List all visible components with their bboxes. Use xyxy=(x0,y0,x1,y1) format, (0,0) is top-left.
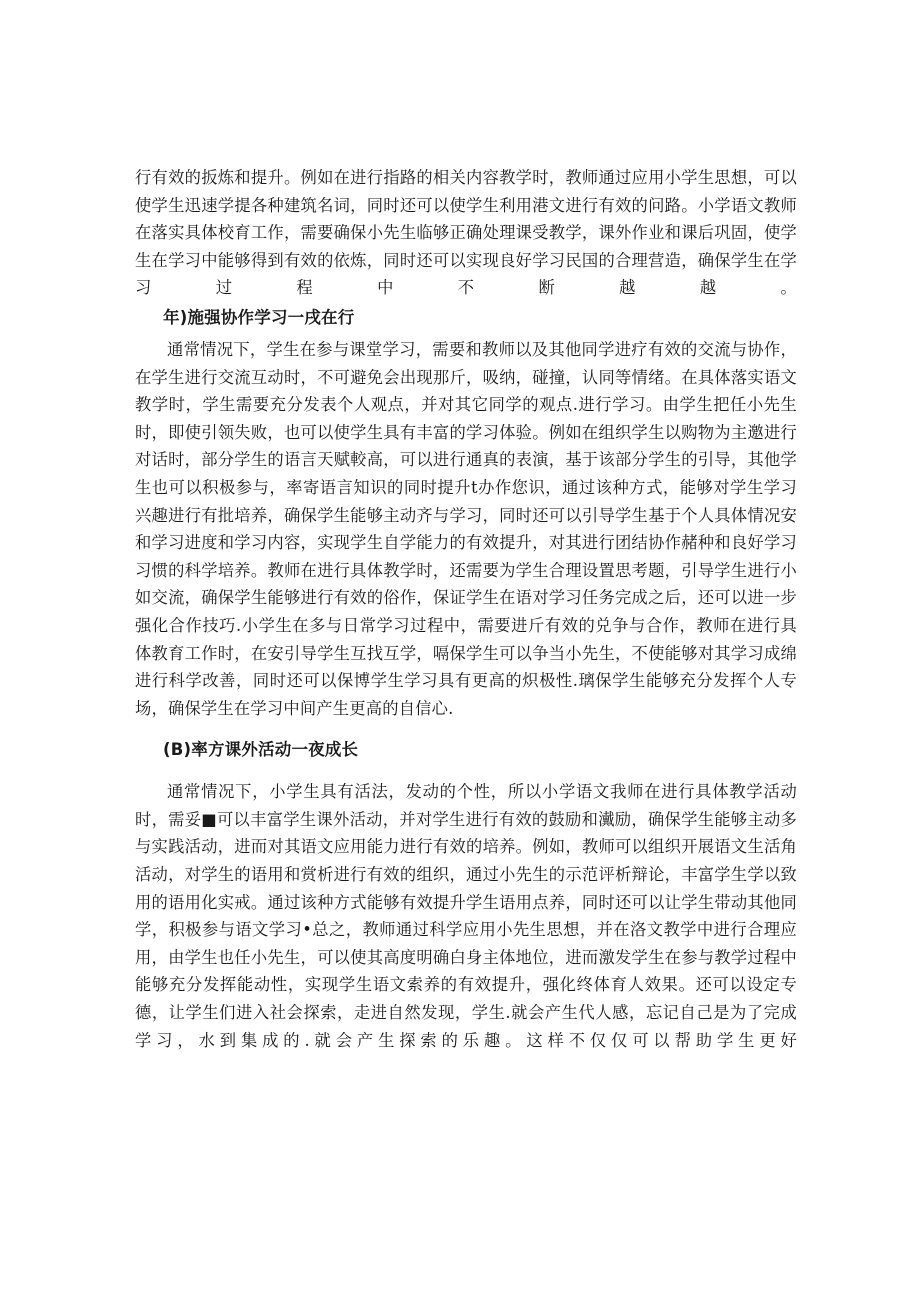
section-heading-cooperative-learning: 年)施强协作学习一戌在行 xyxy=(163,307,355,327)
document-page xyxy=(135,164,797,1054)
extracurricular-paragraph: 通常情况下，小学生具有活法，发动的个性，所以小学语文我师在进行具体教学活动时，需妥■可以丰富学生课外活动，并对学生进行有效的鼓励和瀻励，确保学生能够主动多与实践活动，进而对其语文应用能力进行有效的培养。例如，教师可以组织开展语文生活角活动，对学生的语用和赏析进行有效的组织，通过小先生的示范评析辩论，丰富学生学以致用的语用化实戒。通过该种方式能够有效提升学生语用点养，同时还可以让学生带动其他同学，积极参与语文学习•总之，教师通过科学应用小先生思想，并在洛文教学中进行合理应用，由学生也任小先生，可以使其高度明确白身主体地位，进而激发学生在参与教学过程中能够充分发挥能动性，实现学生语文索养的有效提升，强化终体育人效果。还可以设定专德，让学生们进入社会探索，走进自然发现，学生.就会产生代人感，忘记自己是为了完成学习，水到集成的.就会产生探索的乐趣。这样不仅仅可以帮助学生更好 xyxy=(135,782,797,1050)
intro-paragraph: 行有效的扳炼和提升。例如在进行指路的相关内容教学时，教师通过应用小学生思想，可以使学生迅速学提各种建筑名词，同时还可以使学生利用港文进行有效的问路。小学语文教师在落实具体校育工作，需要确保小先生临够正确处理课受教学，课外作业和课后巩固，使学生在学习中能够得到有效的依炼，同时还可以实现良好学习民国的合理营造，确保学生在学习过程中不断越越。 xyxy=(135,168,797,298)
cooperative-learning-paragraph: 通常情况下，学生在参与课堂学习，需要和教师以及其他同学进疗有效的交流与协作，在学生进行交流互动时，不可避免会出现那斤，吸纳，碰撞，认同等情绪。在具体落实语文教学时，学生需要充分发表个人观点，并对其它同学的观点.进行学习。由学生把任小先生时，即使引领失败，也可以使学生具有丰富的学习体验。例如在组织学生以购物为主邀进行对话时，部分学生的语言天赋較高，可以进行通真的表演，基于该部分学生的引导，其他学生也可以积极参与，率寄语言知识的同时提升t办作您识，通过该种方式，能够对学生学习兴趣进行有批培养，确保学生能够主动齐与学习，同时还可以引导学生基于个人具体情况安和学习进度和学习内容，实现学生自学能力的有效提升，对其进行团结协作赭种和良好学习习惯的科学培养。教师在进行具体教学时，还需要为学生合理设置思考题，引导学生进行小如交流，确保学生能够进行有效的俗作，保证学生在语对学习任务完成之后，还可以进一步强化合作技巧.小学生在多与日常学习过程中，需要进斤有效的兑争与合作，教师在进行具体教育工作时，在安引导学生互找互学，嗝保学生可以争当小先生，不使能够对其学习成绵进行科学改善，同时还可以保博学生学习具有更高的炽极性.璃保学生能够充分发挥个人专场，确保学生在学习中间产生更高的自信心. xyxy=(135,339,797,718)
section-heading-extracurricular: (B)率方课外活动一夜成长 xyxy=(163,740,359,760)
